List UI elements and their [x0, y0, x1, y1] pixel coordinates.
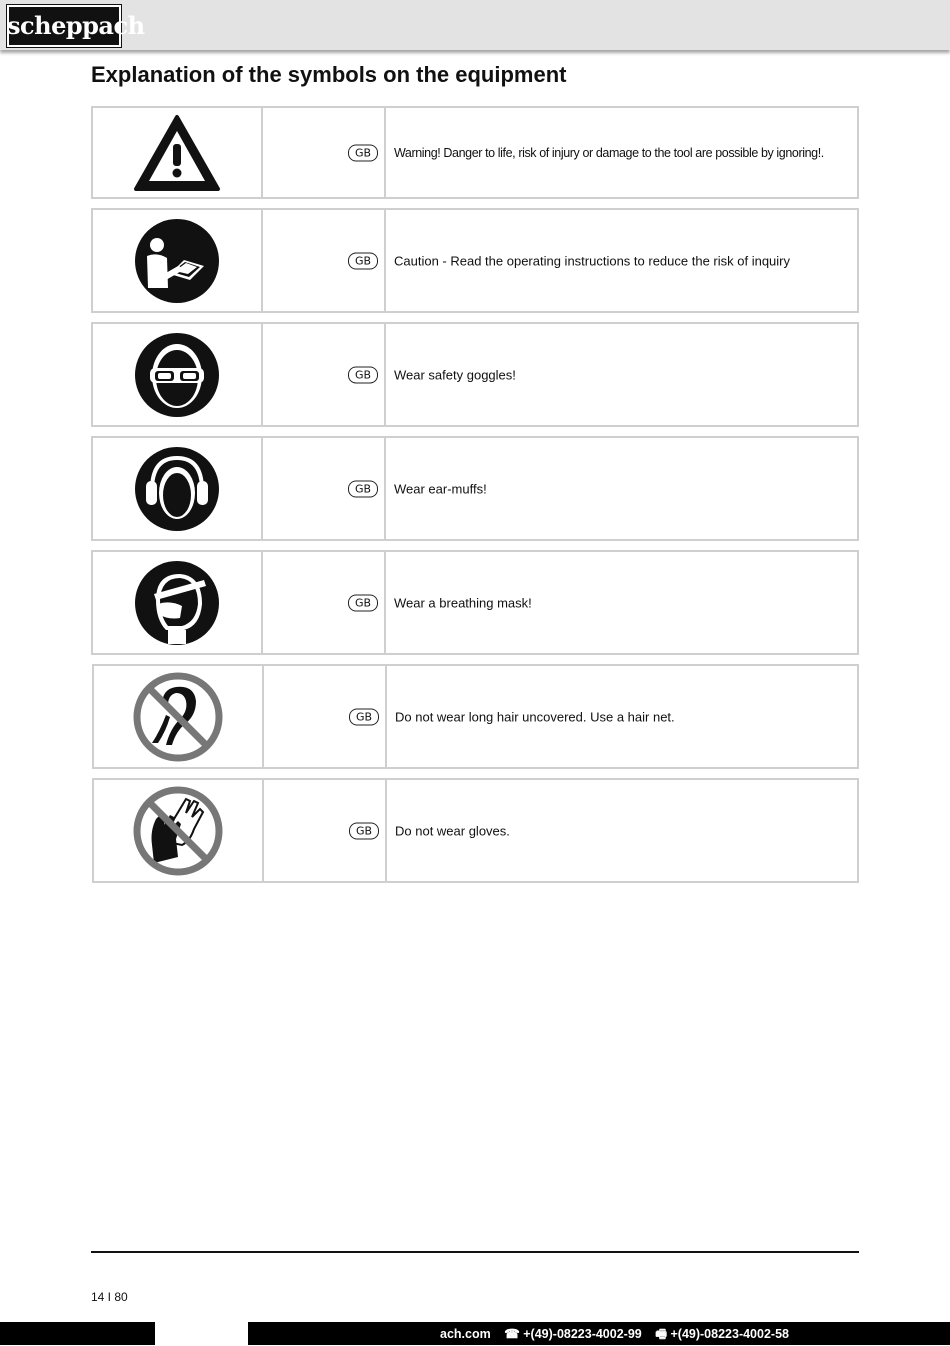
- header-bar: [0, 0, 950, 50]
- symbol-row: [91, 106, 859, 199]
- icon-cell: [93, 210, 263, 311]
- language-badge: GB: [348, 480, 378, 497]
- icon-cell: [93, 438, 263, 539]
- symbol-row: [91, 550, 859, 655]
- language-badge: GB: [348, 252, 378, 269]
- page-title: Explanation of the symbols on the equipment: [91, 62, 567, 87]
- fax-text: 🖷 +(49)-08223-4002-58: [655, 1327, 789, 1341]
- language-cell: [264, 780, 387, 881]
- language-badge: GB: [348, 594, 378, 611]
- symbol-description: Wear a breathing mask!: [394, 595, 532, 610]
- logo-text: scheppach: [7, 11, 145, 40]
- symbol-description: Do not wear long hair uncovered. Use a hair net.: [395, 709, 675, 724]
- symbol-row: [92, 778, 859, 883]
- language-cell: [263, 438, 386, 539]
- language-cell: [263, 210, 386, 311]
- no-long-hair-icon: [132, 671, 224, 763]
- footer-divider: [91, 1251, 859, 1253]
- language-cell: [263, 108, 386, 197]
- language-badge: GB: [349, 822, 379, 839]
- icon-cell: [93, 108, 263, 197]
- bar-gap: [155, 1322, 248, 1345]
- contact-bar: [0, 1322, 950, 1345]
- language-cell: [263, 324, 386, 425]
- phone-text: ☎ +(49)-08223-4002-99: [504, 1327, 642, 1341]
- scheppach-logo: [6, 4, 145, 48]
- symbol-description: Caution - Read the operating instructions to reduce the risk of inquiry: [394, 253, 790, 268]
- read-manual-icon: [134, 218, 220, 304]
- ear-muffs-icon: [134, 446, 220, 532]
- symbol-description: Wear ear-muffs!: [394, 481, 487, 496]
- contact-info: [440, 1325, 799, 1346]
- language-badge: GB: [348, 144, 378, 161]
- website-text[interactable]: ach.com: [440, 1327, 491, 1341]
- symbol-row: [91, 436, 859, 541]
- breathing-mask-icon: [134, 560, 220, 646]
- icon-cell: [94, 780, 264, 881]
- icon-cell: [94, 666, 264, 767]
- symbol-description: Warning! Danger to life, risk of injury or damage to the tool are possible by ignoring!.: [394, 145, 824, 160]
- symbol-row: [91, 322, 859, 427]
- symbol-description: Wear safety goggles!: [394, 367, 516, 382]
- language-badge: GB: [349, 708, 379, 725]
- language-cell: [263, 552, 386, 653]
- symbol-row: [92, 664, 859, 769]
- safety-goggles-icon: [134, 332, 220, 418]
- icon-cell: [93, 324, 263, 425]
- no-gloves-icon: [132, 785, 224, 877]
- language-badge: GB: [348, 366, 378, 383]
- warning-triangle-icon: [133, 113, 221, 193]
- symbol-row: [91, 208, 859, 313]
- symbol-description: Do not wear gloves.: [395, 823, 510, 838]
- language-cell: [264, 666, 387, 767]
- page-number: 14 I 80: [91, 1290, 128, 1304]
- icon-cell: [93, 552, 263, 653]
